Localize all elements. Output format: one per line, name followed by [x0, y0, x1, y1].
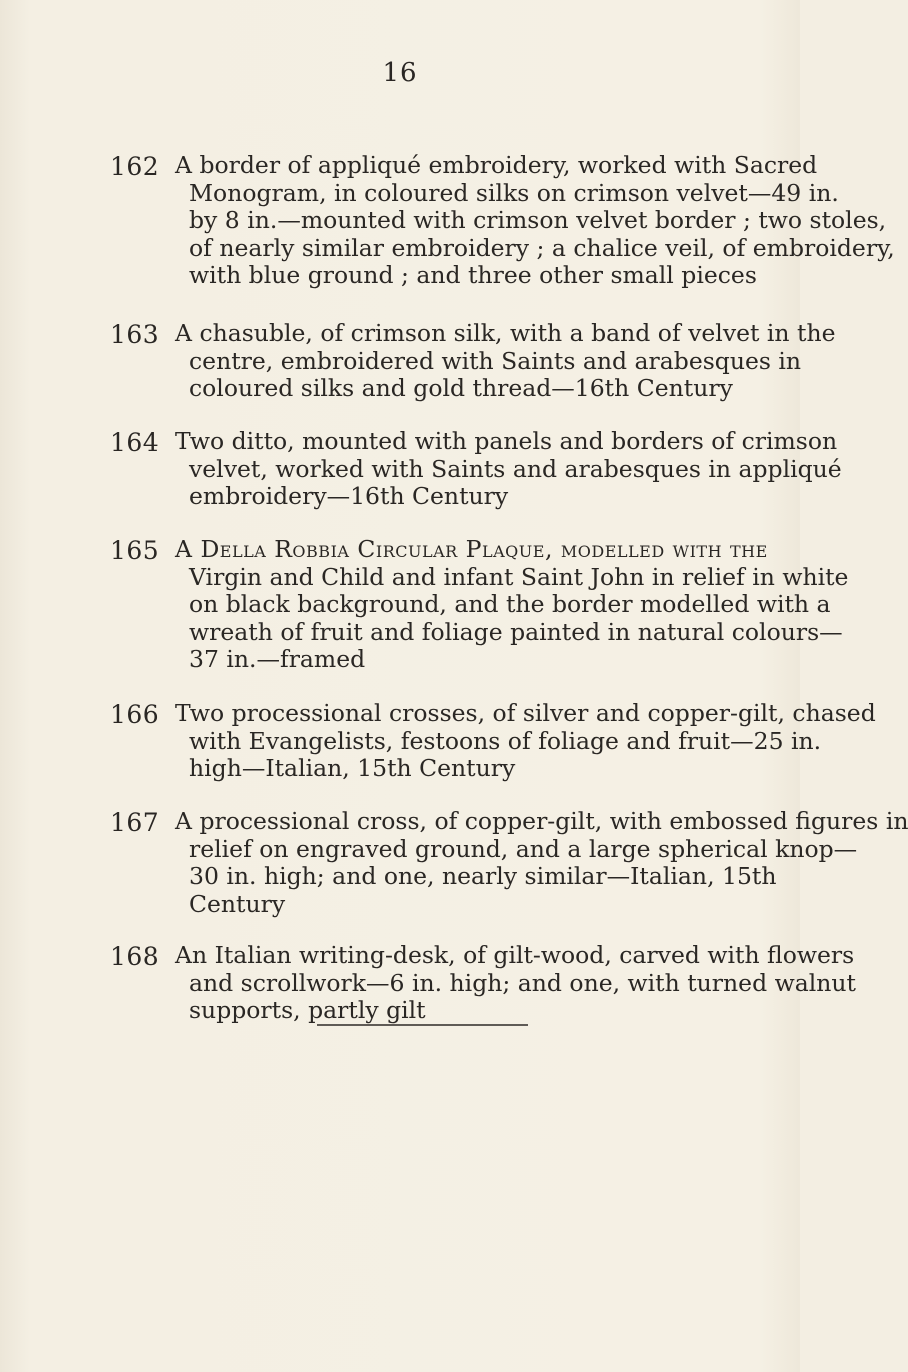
lot-number: 162 [110, 152, 160, 181]
description-line: embroidery—16th Century [189, 482, 509, 510]
description-line: centre, embroidered with Saints and arabesques in [189, 346, 802, 375]
description-line: and scrollwork—6 in. high; and one, with turned walnut [189, 968, 856, 997]
description-line: velvet, worked with Saints and arabesques in appliqué [189, 454, 842, 483]
description-line: A Della Robbia Circular Plaque, modelled with the [175, 535, 768, 563]
description-line: Virgin and Child and infant Saint John in relief in white [189, 562, 849, 591]
lot-number: 168 [110, 942, 160, 971]
description-line: relief on engraved ground, and a large spherical knop— [189, 834, 858, 863]
description-line: Two processional crosses, of silver and copper-gilt, chased [175, 699, 876, 727]
description-line: 37 in.—framed [189, 645, 366, 673]
lot-description [175, 319, 836, 403]
description-line: on black background, and the border modelled with a [189, 590, 831, 618]
description-line: supports, partly gilt [189, 996, 426, 1024]
description-line: coloured silks and gold thread—16th Century [189, 374, 733, 402]
lot-description [175, 699, 876, 783]
description-line: wreath of fruit and foliage painted in natural colours— [189, 617, 843, 646]
description-line: An Italian writing-desk, of gilt-wood, carved with flowers [175, 941, 855, 969]
description-line: with Evangelists, festoons of foliage and fruit—25 in. [189, 726, 822, 755]
lot-number: 167 [110, 808, 160, 837]
lot-number: 165 [110, 536, 160, 565]
lot-description [175, 427, 842, 511]
description-line: high—Italian, 15th Century [189, 754, 516, 782]
description-line: A chasuble, of crimson silk, with a band of velvet in the [175, 319, 836, 347]
section-divider-rule [317, 1024, 528, 1026]
description-line: by 8 in.—mounted with crimson velvet border ; two stoles, [189, 206, 887, 234]
lot-number: 164 [110, 428, 160, 457]
description-line: Monogram, in coloured silks on crimson velvet—49 in. [189, 178, 839, 207]
page-number: 16 [382, 58, 418, 88]
description-line: A processional cross, of copper-gilt, with embossed figures in [175, 807, 908, 835]
lot-description [175, 941, 856, 1025]
description-line: of nearly similar embroidery ; a chalice veil, of embroidery, [189, 233, 895, 262]
description-line: 30 in. high; and one, nearly similar—Italian, 15th [189, 862, 777, 890]
description-line: A border of appliqué embroidery, worked with Sacred [175, 151, 818, 179]
description-line: with blue ground ; and three other small pieces [189, 261, 757, 289]
lot-description [175, 535, 849, 674]
lot-number: 166 [110, 700, 160, 729]
description-line: Two ditto, mounted with panels and borders of crimson [175, 427, 838, 455]
lot-description [175, 151, 895, 290]
lot-number: 163 [110, 320, 160, 349]
description-line: Century [189, 889, 286, 918]
lot-description [175, 807, 908, 918]
